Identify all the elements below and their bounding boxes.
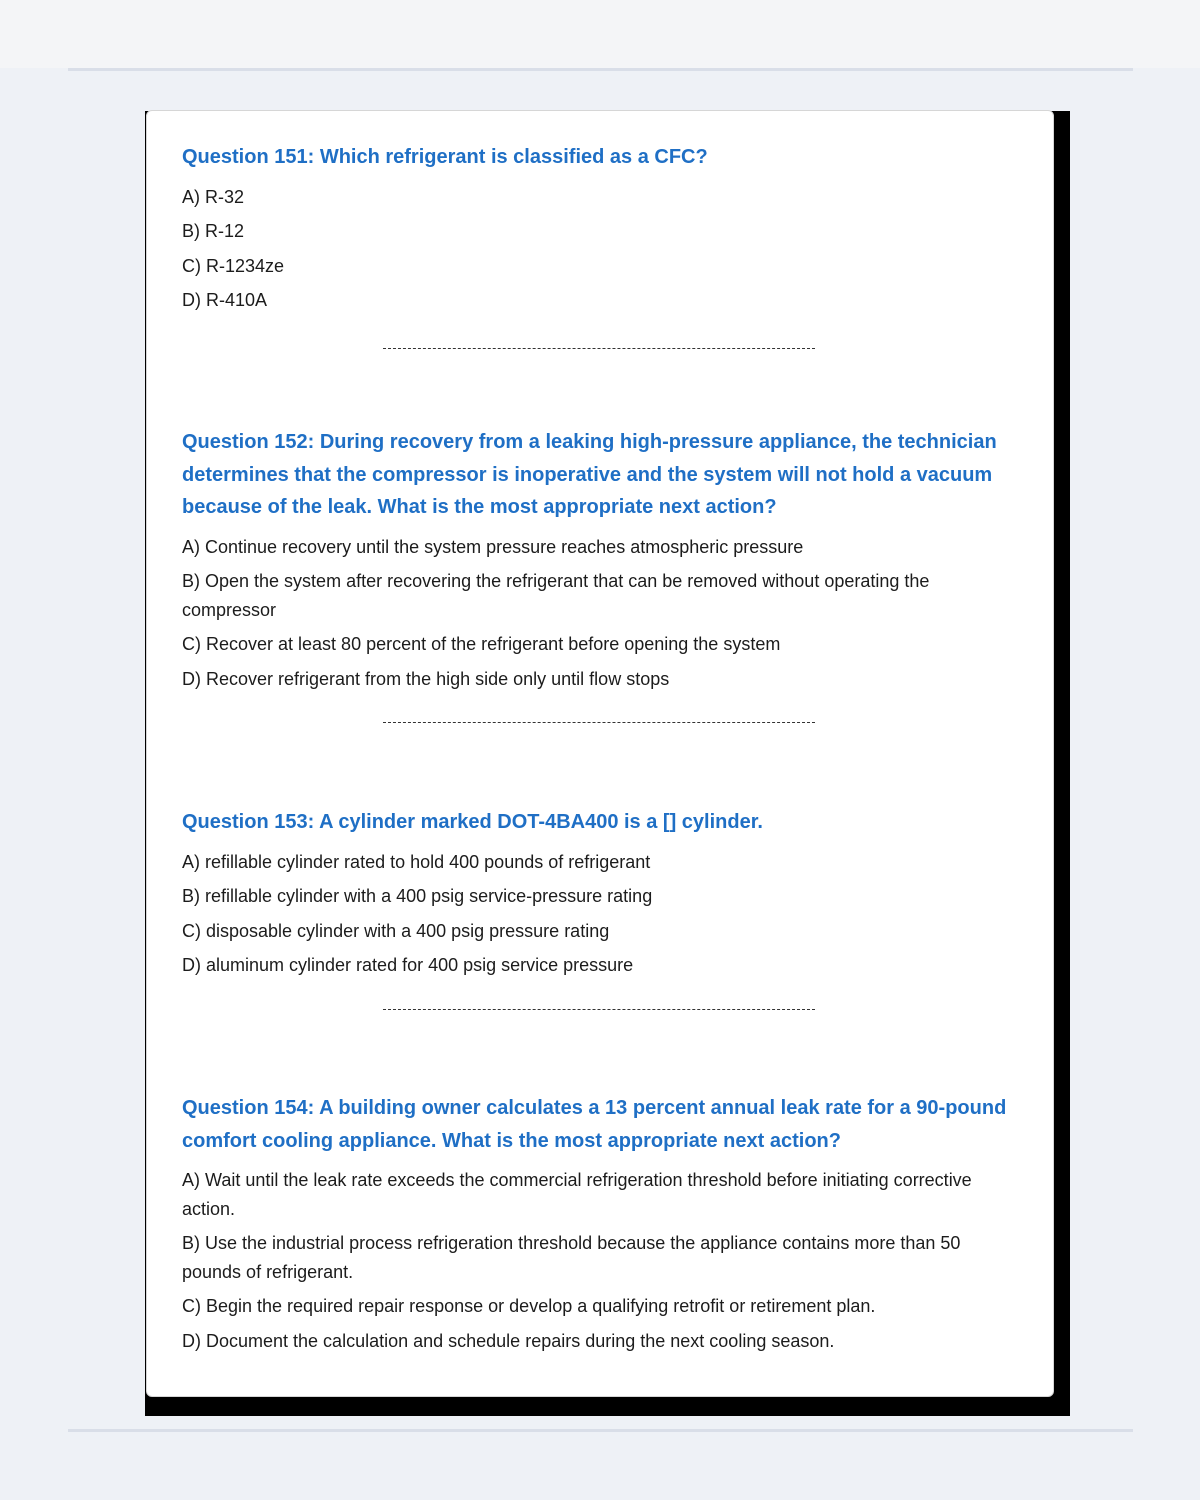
question-title: Question 154: A building owner calculates a 13 percent annual leak rate for a 90-pound comfort cooling appliance. What is the most appropriate next action? (182, 1097, 1007, 1152)
document-page (146, 110, 1054, 1397)
answer-option-b: B) refillable cylinder with a 400 psig service-pressure rating (182, 886, 653, 906)
question-153 (182, 806, 1022, 986)
answer-option-d: D) Recover refrigerant from the high side only until flow stops (182, 668, 670, 689)
top-divider (68, 68, 1133, 71)
answer-option-c: C) R-1234ze (182, 255, 285, 276)
answer-option-c: C) Begin the required repair response or develop a qualifying retrofit or retirement plan. (182, 1296, 876, 1316)
answer-option-a: A) R-32 (182, 186, 245, 207)
question-152 (182, 426, 1022, 699)
question-separator (383, 722, 815, 723)
answer-option-a: A) Wait until the leak rate exceeds the commercial refrigeration threshold before initiating corrective action. (182, 1170, 972, 1219)
answer-option-a: A) Continue recovery until the system pressure reaches atmospheric pressure (182, 536, 804, 557)
answer-option-b: B) Use the industrial process refrigeration threshold because the appliance contains more than 50 pounds of refrigerant. (182, 1233, 961, 1282)
answer-option-b: B) Open the system after recovering the refrigerant that can be removed without operating the compressor (182, 571, 930, 620)
answer-option-d: D) aluminum cylinder rated for 400 psig service pressure (182, 955, 634, 975)
question-151 (182, 141, 1022, 321)
answer-option-b: B) R-12 (182, 221, 245, 241)
answer-option-c: C) disposable cylinder with a 400 psig pressure rating (182, 920, 610, 941)
answer-option-d: D) R-410A (182, 290, 268, 310)
question-title: Question 152: During recovery from a leaking high-pressure appliance, the technician determines that the compressor is inoperative and the system will not hold a vacuum because of the leak. What is the most appropriate next action? (182, 431, 997, 518)
answer-option-d: D) Document the calculation and schedule repairs during the next cooling season. (182, 1330, 835, 1351)
bottom-divider (68, 1429, 1133, 1432)
question-separator (383, 348, 815, 349)
question-separator (383, 1009, 815, 1010)
top-toolbar-band (0, 0, 1200, 68)
answer-option-c: C) Recover at least 80 percent of the refrigerant before opening the system (182, 634, 781, 654)
answer-option-a: A) refillable cylinder rated to hold 400 pounds of refrigerant (182, 851, 651, 872)
question-154 (182, 1092, 1022, 1361)
question-title: Question 153: A cylinder marked DOT-4BA400 is a [] cylinder. (182, 811, 763, 833)
question-title: Question 151: Which refrigerant is classified as a CFC? (182, 146, 708, 168)
